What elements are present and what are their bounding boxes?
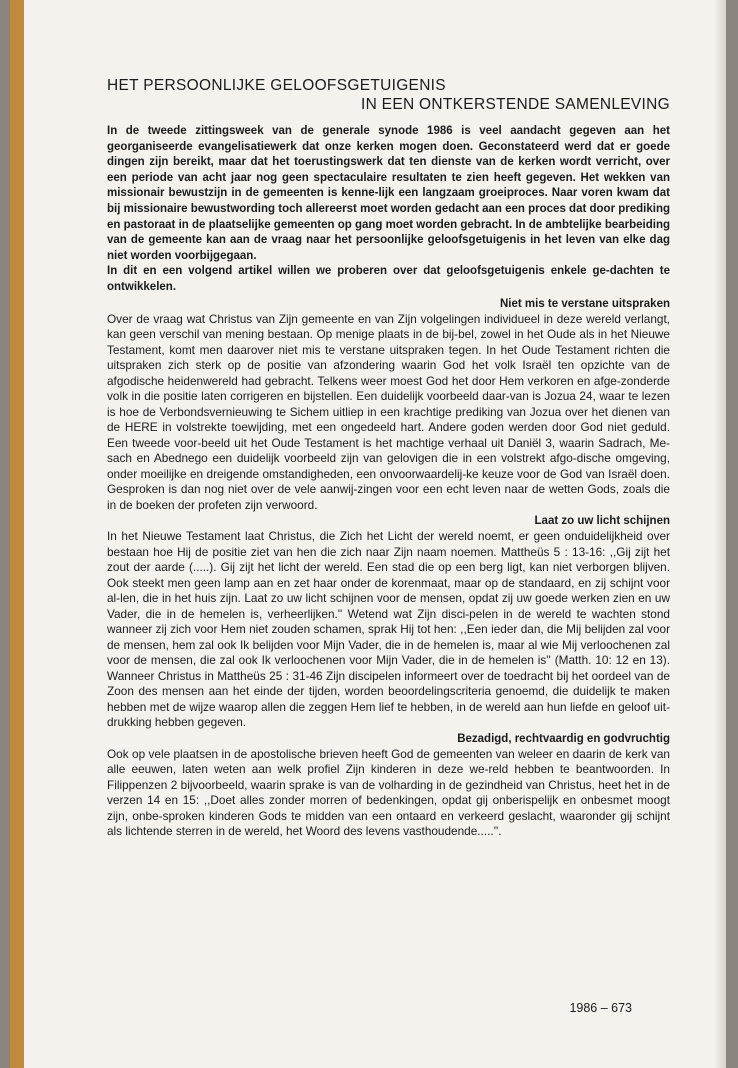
article-title-line-2: IN EEN ONTKERSTENDE SAMENLEVING bbox=[360, 96, 670, 113]
intro-paragraph: In dit en een volgend artikel willen we proberen over dat geloofsgetuigenis enkele ge-dachten te ontwikkelen. bbox=[107, 265, 670, 293]
magazine-page bbox=[10, 0, 726, 1068]
section-heading: Laat zo uw licht schijnen bbox=[534, 515, 670, 528]
page-number: 1986 – 673 bbox=[569, 1001, 632, 1015]
intro-paragraph: In de tweede zittingsweek van de generale synode 1986 is veel aandacht gegeven aan het georganiseerde evangelisatiewerk dat onze kerken mogen doen. Geconstateerd werd dat er goede dingen zijn bereikt, maar dat het toerustingswerk dat ten dienste van de kerken wordt verricht, over een periode van acht jaar nog geen spectaculaire resultaten te zien heeft gegeven. Het wekken van missionair bewustzijn in de gemeenten is kenne-lijk een langzaam groeiproces. Naar voren kwam dat bij missionaire bewustwording toch allereerst moet worden gedacht aan een proces dat door prediking en pastoraat in de plaatselijke gemeenten op gang moet worden gebracht. In de ambtelijke bearbeiding van de gemeente kan aan de vraag naar het persoonlijke geloofsgetuigenis in het leven van elke dag niet worden voorbijgegaan. bbox=[107, 125, 670, 262]
section-body: Over de vraag wat Christus van Zijn gemeente en van Zijn volgelingen individueel in deze wereld verlangt, kan geen verschil van mening bestaan. Op menige plaats in de bij-bel, zowel in het Oude als in het Nieuwe Testament, komt men daarover niet mis te verstane uitspraken tegen. In het Oude Testament richten die uitspraken zich sterk op de positie van afzondering waarin God het volk Israël ten opzichte van de afgodische heidenwereld had gebracht. Telkens weer moest God het door Hem verkoren en afge-zonderde volk in die positie laten corrigeren en bijstellen. Een duidelijk voorbeeld daar-van is Jozua 24, waar te lezen is hoe de Verbondsvernieuwing te Sichem uitliep in een krachtige prediking van Jozua over het dienen van de HERE in volstrekte toewijding, met een ongedeeld hart. Andere goden werden door God niet geduld. Een tweede voor-beeld uit het Oude Testament is het machtige verhaal uit Daniël 3, waarin Sadrach, Me-sach en Abednego een duidelijk voorbeeld zijn van gelovigen die in een volstrekt afgo-dische omgeving, onder moeilijke en dreigende omstandigheden, een onvoorwaardelij-ke keuze voor de God van Israël doen. Gesproken is dan nog niet over de vele aanwij-zingen voor een echt leven naar de wetten Gods, zoals die in de boeken der profeten zijn verwoord. bbox=[107, 311, 670, 512]
section-body: Ook op vele plaatsen in de apostolische brieven heeft God de gemeenten van weleer en daarin de kerk van alle eeuwen, laten weten aan welk profiel Zijn kinderen in deze we-reld hebben te beantwoorden. In Filippenzen 2 bijvoorbeeld, waarin sprake is van de volharding in de gezindheid van Christus, heet het in de verzen 14 en 15: ,,Doet alles zonder morren of bedenkingen, opdat gij onberispelijk en onbesmet moogt zijn, onbe-sproken kinderen Gods te midden van een ontaard en verkeerd geslacht, waaronder gij schijnt als lichtende sterren in de wereld, het Woord des levens vasthoudende.....''. bbox=[107, 746, 670, 839]
page-edge-shadow bbox=[714, 0, 726, 1068]
article bbox=[107, 76, 670, 840]
article-title-line-1: HET PERSOONLIJKE GELOOFSGETUIGENIS bbox=[107, 77, 446, 94]
section-body: In het Nieuwe Testament laat Christus, die Zich het Licht der wereld noemt, er geen onduidelijkheid over bestaan hoe Hij de positie ziet van hen die zich naar Zijn naam noemen. Mattheüs 5 : 13-16: ,,Gij zijt het zout der aarde (.....). Gij zijt het licht der wereld. Een stad die op een berg ligt, kan niet verborgen blijven. Ook steekt men geen lamp aan en zet haar onder de korenmaat, maar op de standaard, en zij schijnt voor al-len, die in het huis zijn. Laat zo uw licht schijnen voor de mensen, opdat zij uw goede werken zien en uw Vader, die in de hemelen is, verheerlijken.'' Wetend wat Zijn disci-pelen in de wereld te wachten stond wanneer zij zich voor Hem niet zouden schamen, sprak Hij tot hen: ,,Een ieder dan, die Mij belijden zal voor de mensen, hem zal ook Ik belijden voor Mijn Vader, die in de hemelen is, maar al wie Mij verloochenen zal voor de mensen, die zal ook Ik verloochenen voor Mijn Vader, die in de hemelen is'' (Matth. 10: 12 en 13). Wanneer Christus in Mattheüs 25 : 31-46 Zijn discipelen informeert over de toedracht bij het oordeel van de Zoon des mensen aan het einde der tijden, worden beoordelingscriteria genoemd, die duidelijk te maken hebben met de wijze waarop allen die zeggen Hem lief te hebben, in de wereld aan hun liefde en geloof uit-drukking hebben gegeven. bbox=[107, 529, 670, 730]
section-heading: Bezadigd, rechtvaardig en godvruchtig bbox=[457, 732, 670, 745]
section-heading: Niet mis te verstane uitspraken bbox=[499, 297, 670, 310]
